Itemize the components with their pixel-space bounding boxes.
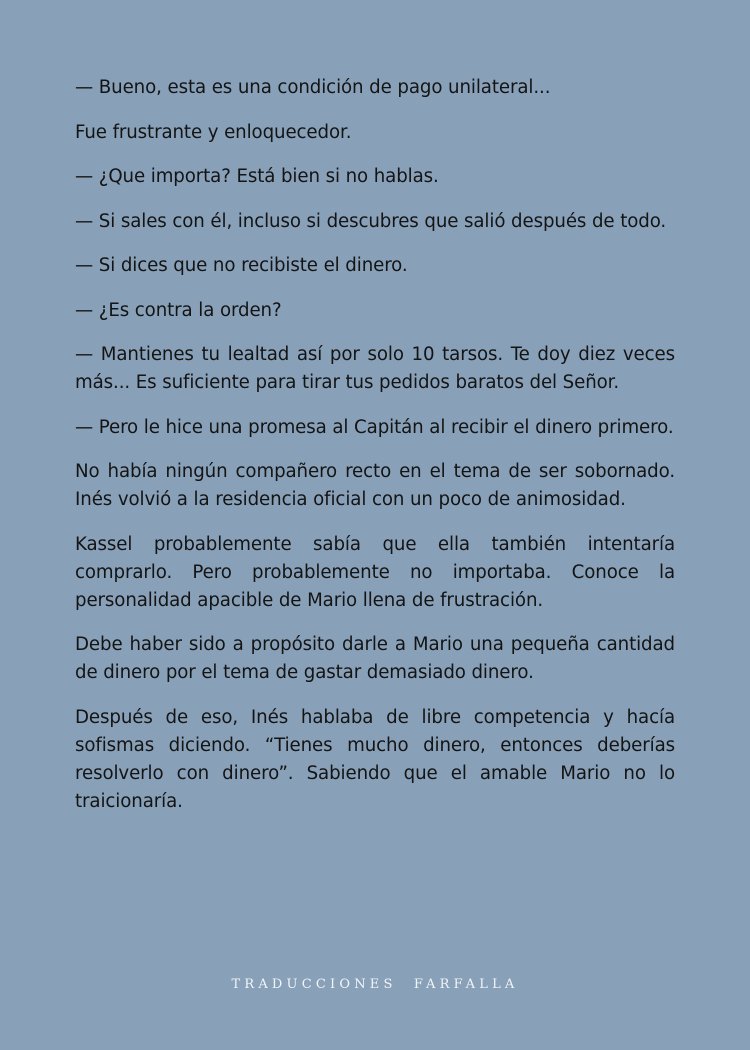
paragraph-1: — Bueno, esta es una condición de pago unilateral... xyxy=(75,77,551,98)
paragraph-4: — Si sales con él, incluso si descubres que salió después de todo. xyxy=(75,210,667,232)
paragraph-3: — ¿Que importa? Está bien si no hablas. xyxy=(75,166,439,187)
paragraph-2: Fue frustrante y enloquecedor. xyxy=(75,121,352,143)
document-body xyxy=(75,74,675,832)
paragraph-5: — Si dices que no recibiste el dinero. xyxy=(75,255,408,276)
paragraph-7: — Mantienes tu lealtad así por solo 10 tarsos. Te doy diez veces más... Es suficiente para tirar tus pedidos baratos del Señor. xyxy=(75,344,675,393)
paragraph-11: Debe haber sido a propósito darle a Mario una pequeña cantidad de dinero por el tema de gastar demasiado dinero. xyxy=(75,634,675,683)
paragraph-9: No había ningún compañero recto en el tema de ser sobornado. Inés volvió a la residencia oficial con un poco de animosidad. xyxy=(75,461,675,510)
paragraph-8: — Pero le hice una promesa al Capitán al recibir el dinero primero. xyxy=(75,416,674,438)
paragraph-6: — ¿Es contra la orden? xyxy=(75,299,282,321)
footer-credit: TRADUCCIONES FARFALLA xyxy=(231,977,519,992)
paragraph-10: Kassel probablemente sabía que ella también intentaría comprarlo. Pero probablemente no importaba. Conoce la personalidad apacible de Mario llena de frustración. xyxy=(75,533,675,611)
paragraph-12: Después de eso, Inés hablaba de libre competencia y hacía sofismas diciendo. “Tienes mucho dinero, entonces deberías resolverlo con dinero”. Sabiendo que el amable Mario no lo traicionaría. xyxy=(75,706,675,812)
